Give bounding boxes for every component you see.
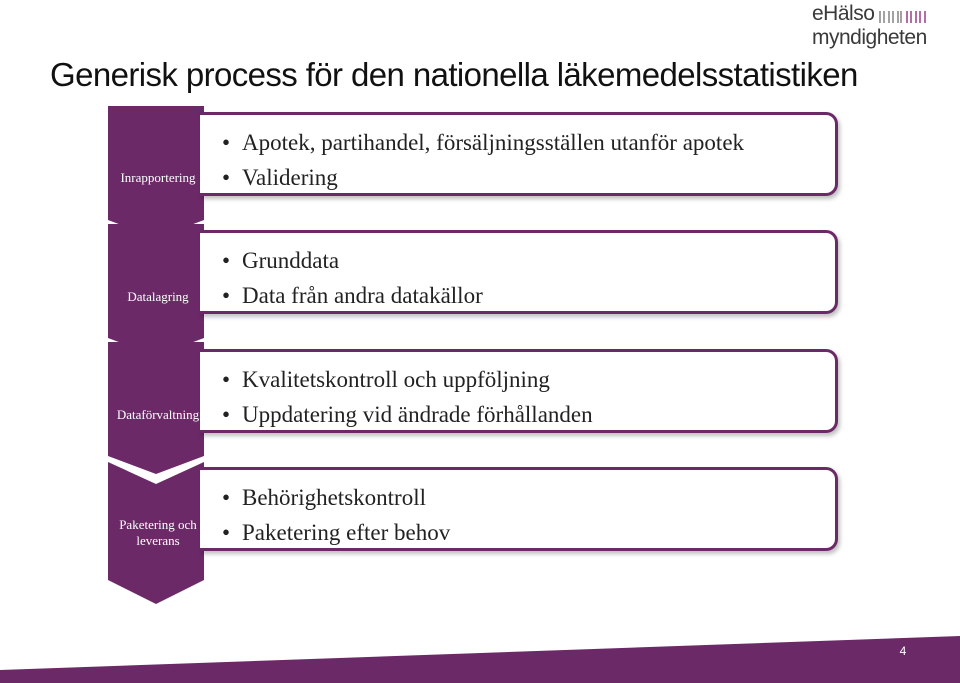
stage-label-line: leverans xyxy=(136,533,180,548)
bullet-icon: • xyxy=(222,130,231,155)
bullet-text: Data från andra datakällor xyxy=(242,283,483,308)
page-number: 4 xyxy=(899,644,907,658)
bullet-icon: • xyxy=(222,283,231,308)
bullet-icon: • xyxy=(222,367,231,392)
bullet-icon: • xyxy=(222,402,231,427)
logo-line-2: myndigheten xyxy=(812,26,927,49)
logo-line-1: eHälso xyxy=(812,2,875,25)
bullet-icon: • xyxy=(222,248,231,273)
bullet-icon: • xyxy=(222,520,231,545)
bullet-text: Grunddata xyxy=(242,248,340,273)
stage-label-line: Paketering och xyxy=(119,517,197,532)
bullet-icon: • xyxy=(222,165,231,190)
page-title: Generisk process för den nationella läkemedelsstatistiken xyxy=(50,56,858,93)
bullet-text: Uppdatering vid ändrade förhållanden xyxy=(242,402,593,427)
bullet-text: Paketering efter behov xyxy=(242,520,451,545)
bullet-icon: • xyxy=(222,485,231,510)
bullet-text: Apotek, partihandel, försäljningsställen utanför apotek xyxy=(242,130,745,155)
stage-label-line: Dataförvaltning xyxy=(116,407,200,422)
stage-label-line: Inrapportering xyxy=(120,170,196,185)
stage-label-line: Datalagring xyxy=(127,289,189,304)
bullet-text: Validering xyxy=(242,165,338,190)
bullet-text: Behörighetskontroll xyxy=(242,485,426,510)
bullet-text: Kvalitetskontroll och uppföljning xyxy=(242,367,550,392)
